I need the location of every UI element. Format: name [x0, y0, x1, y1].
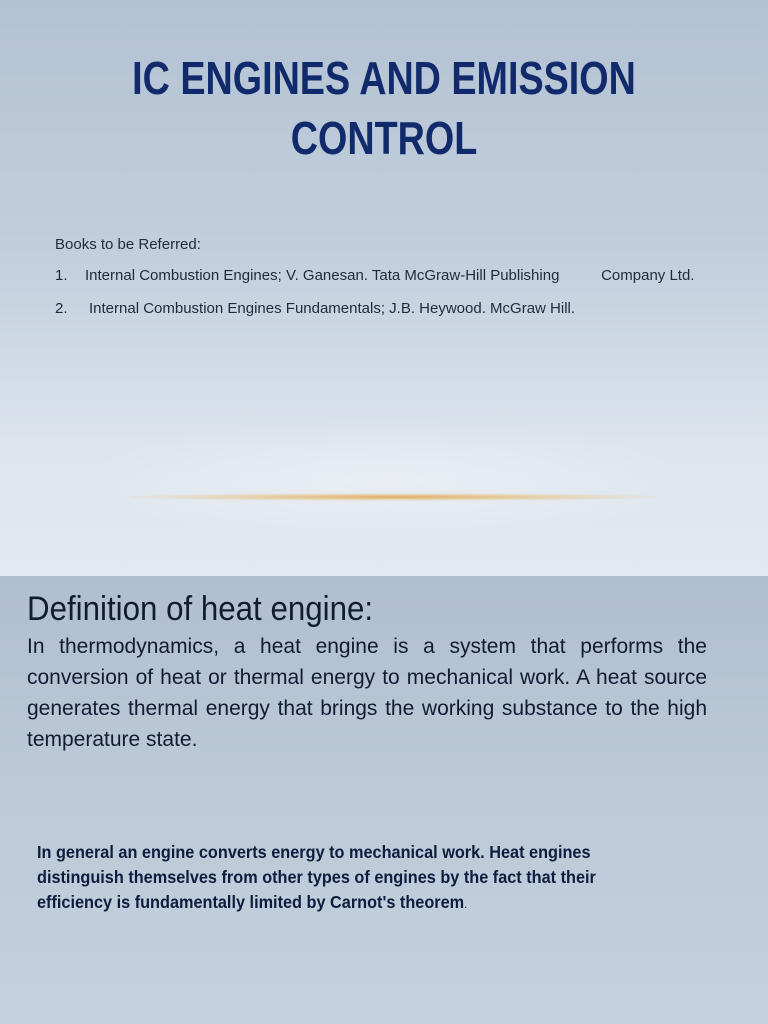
title-line-2: CONTROL	[290, 112, 478, 164]
definition-heading: Definition of heat engine:	[27, 590, 374, 628]
book-text: Internal Combustion Engines; V. Ganesan. Tata McGraw-Hill Publishing Company Ltd.	[85, 267, 695, 284]
reference-books	[55, 236, 705, 331]
books-heading: Books to be Referred:	[55, 236, 201, 253]
book-number: 1.	[55, 267, 68, 284]
slide-definition	[0, 576, 768, 1024]
definition-paragraph: In thermodynamics, a heat engine is a system that performs the conversion of heat or thermal energy to mechanical work. A heat source generates thermal energy that brings the working substance to the high temperature state.	[27, 635, 707, 751]
slide-title-heading	[69, 48, 699, 168]
book-number: 2.	[55, 300, 68, 317]
title-line-1: IC ENGINES AND EMISSION	[132, 52, 636, 104]
book-item	[55, 298, 705, 319]
engine-note-paragraph	[37, 840, 669, 917]
decorative-glow-line	[130, 493, 660, 501]
book-text: Internal Combustion Engines Fundamentals; J.B. Heywood. McGraw Hill.	[89, 300, 576, 317]
background-glow	[60, 420, 710, 540]
engine-note-text: In general an engine converts energy to mechanical work. Heat engines distinguish themselves from other types of engines by the fact that their efficiency is fundamentally limited by Carnot's theorem	[37, 842, 596, 912]
book-item	[55, 265, 705, 286]
engine-note-period: .	[464, 897, 468, 911]
